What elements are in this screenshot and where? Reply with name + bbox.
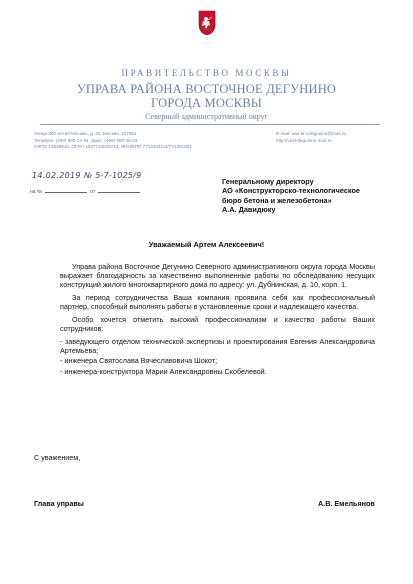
- paragraph-staff-intro: Особо хочется отметить высокий профессионализм и качество работы Ваших сотрудников:: [60, 315, 375, 334]
- website-line: http://vost-degunino.mos.ru: [276, 137, 332, 143]
- government-name: ПРАВИТЕЛЬСТВО МОСКВЫ: [121, 68, 292, 78]
- closing: С уважением,: [34, 453, 81, 462]
- paragraph-gratitude: Управа района Восточное Дегунино Северного административного округа города Москвы выражает благодарность за качественно выполненные работы по обследованию несущих конструкций жилого многоквартирного дома по адресу: ул. Дубнинская, д. 10, корп. 1.: [60, 262, 375, 290]
- phone-line: Телефон: (499) 900-14-54, факс: (499) 900-46-33: [34, 137, 138, 143]
- district-name: Северный административный округ: [145, 112, 268, 121]
- contacts-right: [276, 131, 346, 144]
- handwritten-date: 14.02.2019: [32, 171, 81, 180]
- addressee-name: А.А. Давидюку: [222, 204, 276, 214]
- moscow-coat-of-arms-icon: [198, 10, 216, 36]
- signatory-title: Глава управы: [34, 499, 84, 508]
- email-line: E-mail: uao-sr-vdegunino@mos.ru: [276, 131, 347, 136]
- staff-list-item: - инженера Святослава Вячеславовича Шокот;: [60, 356, 218, 366]
- reference-number-blank: [45, 192, 87, 193]
- letter-body: [60, 262, 375, 377]
- staff-list-item: - инженера-конструктора Марии Александровны Скобелевой.: [60, 366, 267, 376]
- salutation: Уважаемый Артем Алексеевич!: [148, 240, 265, 249]
- handwritten-number: № 5-7-1025/9: [84, 171, 142, 180]
- paragraph-cooperation: За период сотрудничества Ваша компания проявила себя как профессиональный партнер, способный выполнять работы в установленные сроки и надлежащего качества.: [60, 293, 375, 312]
- addressee-position: Генеральному директору: [222, 177, 314, 186]
- registry-codes-line: ОКПО 13546910, ОГРН 1027713025713, ИНН/КПП 7713334111/771301001: [34, 144, 192, 149]
- contacts-left: [34, 131, 192, 151]
- organization-name-line-1: УПРАВА РАЙОНА ВОСТОЧНОЕ ДЕГУНИНО: [76, 82, 337, 96]
- address-line: Улица 800-летия Москвы, д. 32, Москва, 127591: [34, 131, 137, 136]
- header-divider: [40, 124, 380, 125]
- organization-name-line-2: ГОРОДА МОСКВЫ: [151, 96, 262, 110]
- reference-from: от: [90, 189, 96, 195]
- addressee-block: [222, 177, 397, 214]
- reference-date-blank: [98, 192, 140, 193]
- addressee-company-line-2: бюро бетона и железобетона»: [222, 195, 332, 205]
- reference-prefix: на №: [30, 189, 43, 195]
- addressee-company-line-1: АО «Конструкторско-технологическое: [222, 186, 360, 196]
- signatory-name: А.В. Емельянов: [318, 499, 375, 508]
- reference-line: [30, 189, 143, 195]
- staff-list-item: - заведующего отделом технической экспертизы и проектирования Евгения Александровича Артемьева;: [60, 336, 375, 356]
